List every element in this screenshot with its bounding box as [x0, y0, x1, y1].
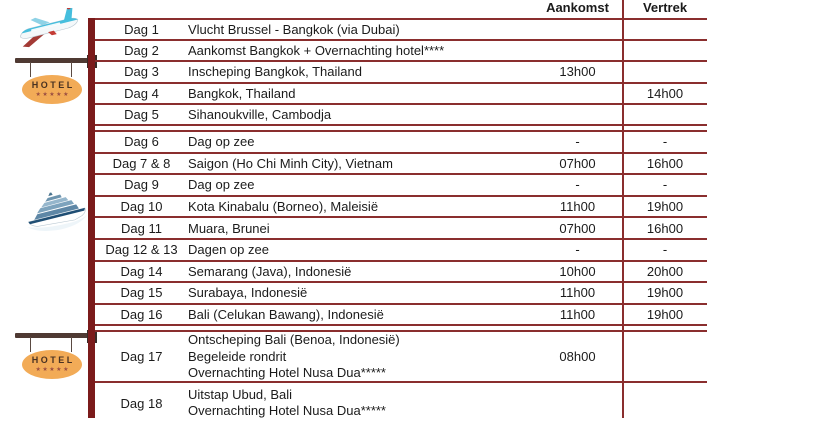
day-cell: Dag 7 & 8: [112, 155, 171, 171]
departure-cell: 19h00: [646, 285, 684, 301]
day-cell: Dag 1: [124, 22, 159, 38]
departure-cell: 16h00: [646, 220, 684, 236]
departure-cell: 19h00: [646, 199, 684, 215]
itinerary-table: [88, 0, 707, 423]
description-cell: Surabaya, Indonesië: [188, 285, 308, 301]
table-row: [88, 383, 707, 423]
departure-cell: 14h00: [646, 85, 684, 101]
header-aankomst: Aankomst: [546, 0, 609, 15]
table-row: [88, 175, 707, 197]
day-cell: Dag 11: [121, 220, 162, 236]
table-row: [88, 240, 707, 262]
arrival-cell: 11h00: [559, 285, 596, 301]
arrival-cell: -: [575, 177, 580, 193]
hotel-sign-label: HOTEL: [31, 354, 75, 365]
arrival-cell: 11h00: [559, 199, 596, 215]
day-cell: Dag 3: [124, 64, 159, 80]
table-left-border-bar: [88, 18, 95, 418]
description-cell: Muara, Brunei: [188, 220, 270, 236]
description-cell: Kota Kinabalu (Borneo), Maleisië: [188, 199, 379, 215]
departure-cell: 19h00: [646, 306, 684, 322]
arrival-cell: 10h00: [559, 263, 596, 279]
table-row: [88, 262, 707, 284]
section-pre-cruise: [88, 20, 707, 126]
airplane-icon: [13, 8, 83, 53]
description-cell: Saigon (Ho Chi Minh City), Vietnam: [188, 155, 393, 171]
arrival-cell: 08h00: [559, 349, 596, 365]
day-cell: Dag 2: [124, 43, 159, 59]
cruise-ship-icon: [23, 189, 89, 238]
aankomst-vertrek-divider-line: [622, 0, 624, 418]
hotel-sign-label: HOTEL: [31, 79, 75, 90]
table-row: [88, 197, 707, 219]
hotel-sign-bar: [15, 58, 93, 63]
arrival-cell: 13h00: [559, 64, 596, 80]
arrival-cell: [532, 383, 623, 423]
description-cell: Dagen op zee: [188, 242, 269, 258]
description-cell: Sihanoukville, Cambodja: [188, 106, 332, 122]
departure-cell: -: [662, 134, 668, 150]
description-cell: Bangkok, Thailand: [188, 85, 296, 101]
table-row: [88, 41, 707, 62]
description-cell: Uitstap Ubud, Bali Overnachting Hotel Nusa Dua*****: [188, 386, 386, 419]
departure-cell: [623, 383, 707, 423]
description-cell: Inscheping Bangkok, Thailand: [188, 64, 362, 80]
table-row: [88, 132, 707, 154]
departure-cell: -: [662, 242, 668, 258]
table-row: [88, 283, 707, 305]
table-row: [88, 305, 707, 327]
day-cell: Dag 15: [120, 285, 163, 301]
departure-cell: [623, 332, 707, 381]
day-cell: Dag 17: [120, 349, 163, 365]
day-cell: Dag 9: [124, 177, 159, 193]
table-header: [88, 0, 707, 20]
hotel-stars: ★★★★★: [35, 91, 70, 98]
departure-cell: -: [662, 177, 668, 193]
table-row: [88, 154, 707, 176]
departure-cell: 16h00: [646, 155, 684, 171]
table-row: [88, 62, 707, 83]
hotel-sign-plate: [22, 350, 82, 379]
hotel-stars: ★★★★★: [35, 366, 70, 373]
day-cell: Dag 16: [120, 306, 163, 322]
day-cell: Dag 18: [120, 395, 163, 411]
table-row: [88, 105, 707, 126]
arrival-cell: 07h00: [559, 155, 596, 171]
day-cell: Dag 14: [120, 263, 163, 279]
hotel-sign-bar: [15, 333, 93, 338]
day-cell: Dag 4: [124, 85, 159, 101]
description-cell: Dag op zee: [188, 177, 255, 193]
description-cell: Ontscheping Bali (Benoa, Indonesië) Begeleide rondrit Overnachting Hotel Nusa Dua*****: [188, 332, 400, 381]
header-vertrek: Vertrek: [642, 0, 688, 15]
description-cell: Bali (Celukan Bawang), Indonesië: [188, 306, 384, 322]
section-cruise: [88, 130, 707, 326]
description-cell: Aankomst Bangkok + Overnachting hotel****: [188, 43, 445, 59]
hotel-sign-icon: [15, 55, 99, 107]
day-cell: Dag 12 & 13: [105, 242, 178, 258]
arrival-cell: -: [575, 134, 580, 150]
description-cell: Semarang (Java), Indonesië: [188, 263, 352, 279]
arrival-cell: 11h00: [559, 306, 596, 322]
day-cell: Dag 10: [120, 199, 163, 215]
table-row: [88, 332, 707, 383]
arrival-cell: -: [575, 242, 580, 258]
section-post-cruise: [88, 330, 707, 423]
hotel-sign-plate: [22, 75, 82, 104]
description-cell: Dag op zee: [188, 134, 255, 150]
hotel-sign-icon-2: [15, 330, 99, 382]
description-cell: Vlucht Brussel - Bangkok (via Dubai): [188, 22, 400, 38]
departure-cell: 20h00: [646, 263, 684, 279]
table-row: [88, 20, 707, 41]
arrival-cell: 07h00: [559, 220, 596, 236]
table-row: [88, 218, 707, 240]
table-row: [88, 84, 707, 105]
day-cell: Dag 6: [124, 134, 159, 150]
day-cell: Dag 5: [124, 106, 159, 122]
